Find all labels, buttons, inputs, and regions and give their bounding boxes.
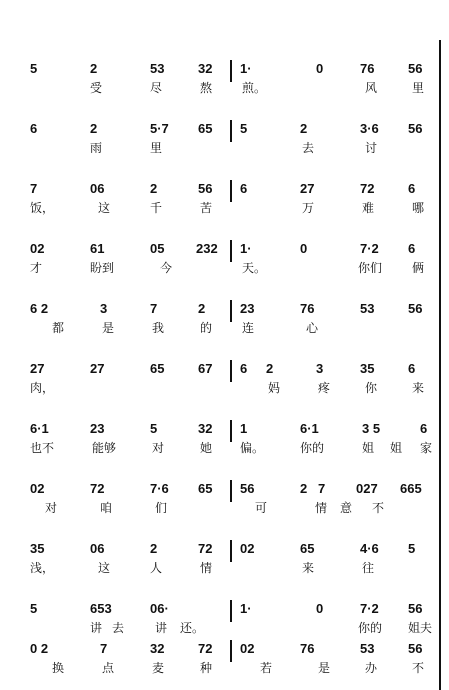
lyric: 妈 [268,381,281,395]
lyric: 盼到 [90,261,115,275]
note-group: 7 [100,641,108,656]
lyric: 才 [30,261,43,275]
note-group: 7 [30,181,38,196]
bar-line [230,60,232,82]
score-row [0,530,449,590]
lyric: 不 [372,501,385,515]
note-group: 5·7 [150,121,169,136]
note-group: 232 [196,241,218,256]
note-group: 72 [360,181,375,196]
note-group: 76 [300,641,315,656]
note-group: 6 [240,361,248,376]
note-group: 27 [90,361,105,376]
lyric: 若 [260,661,273,675]
lyric: 里 [150,141,163,155]
lyric: 你 [365,381,378,395]
lyric: 受 [90,81,103,95]
lyric: 对 [45,501,58,515]
lyric: 情 [200,561,213,575]
lyric: 的 [200,321,213,335]
lyric: 这 [98,561,111,575]
note-group: 02 [30,481,45,496]
lyric: 能够 [92,441,117,455]
lyric: 人 [150,561,163,575]
note-group: 76 [300,301,315,316]
lyric: 去 [302,141,315,155]
lyric: 尽 [150,81,163,95]
lyric: 心 [306,321,319,335]
lyric: 这 [98,201,111,215]
lyric: 来 [302,561,315,575]
note-group: 6 2 [30,301,49,316]
note-group: 32 [198,421,213,436]
score-row [0,470,449,530]
note-group: 027 [356,481,378,496]
note-group: 02 [240,641,255,656]
note-group: 3 [316,361,324,376]
lyric: 们 [155,501,168,515]
note-group: 6·1 [300,421,319,436]
note-group: 72 [198,541,213,556]
note-group: 2 [300,121,308,136]
note-group: 05 [150,241,165,256]
note-group: 4·6 [360,541,379,556]
bar-line [230,480,232,502]
note-group: 23 [90,421,105,436]
note-group: 1· [240,241,252,256]
note-group: 6 [240,181,248,196]
lyric: 换 [52,661,65,675]
lyric: 麦 [152,661,165,675]
note-group: 2 [198,301,206,316]
note-group: 02 [30,241,45,256]
bar-line [230,640,232,662]
note-group: 53 [150,61,165,76]
lyric: 肉， [30,381,55,395]
note-group: 0 [316,601,324,616]
note-group: 2 [300,481,308,496]
note-group: 35 [30,541,45,556]
note-group: 65 [198,481,213,496]
bar-line [230,120,232,142]
lyric: 哪 [412,201,425,215]
note-group: 6 [408,361,416,376]
lyric: 也不 [30,441,55,455]
lyric: 讨 [365,141,378,155]
lyric: 不 [412,661,425,675]
note-group: 2 [266,361,274,376]
note-group: 23 [240,301,255,316]
note-group: 6·1 [30,421,49,436]
note-group: 653 [90,601,112,616]
lyric: 难 [362,201,375,215]
lyric: 千 [150,201,163,215]
lyric: 咱 [100,501,113,515]
lyric: 种 [200,661,213,675]
lyric: 点 [102,661,115,675]
note-group: 6 [408,181,416,196]
lyric: 情 [315,501,328,515]
lyric: 我 [152,321,165,335]
lyric: 里 [412,81,425,95]
note-group: 3 [100,301,108,316]
note-group: 5 [30,61,38,76]
lyric: 去 [112,621,125,635]
score-row [0,350,449,410]
lyric: 雨 [90,141,103,155]
note-group: 0 [316,61,324,76]
note-group: 6 [30,121,38,136]
lyric: 苦 [200,201,213,215]
note-group: 7 [318,481,326,496]
lyric: 你的 [300,441,325,455]
note-group: 61 [90,241,105,256]
note-group: 2 [90,121,98,136]
note-group: 56 [408,61,423,76]
note-group: 56 [408,301,423,316]
bar-line [230,600,232,622]
note-group: 5 [150,421,158,436]
lyric: 煎。 [242,81,267,95]
note-group: 3·6 [360,121,379,136]
note-group: 6 [408,241,416,256]
lyric: 往 [362,561,375,575]
bar-line [230,540,232,562]
lyric: 可 [255,501,268,515]
note-group: 06· [150,601,169,616]
note-group: 1 [240,421,248,436]
note-group: 7·2 [360,241,379,256]
lyric: 意 [340,501,353,515]
score-row [0,290,449,350]
note-group: 0 2 [30,641,49,656]
lyric: 疼 [318,381,331,395]
score-row [0,230,449,290]
note-group: 6 [420,421,428,436]
note-group: 5 [30,601,38,616]
lyric: 姐 [362,441,375,455]
score-row [0,110,449,170]
note-group: 02 [240,541,255,556]
note-group: 06 [90,181,105,196]
lyric: 今 [160,261,173,275]
bar-line [230,360,232,382]
lyric: 讲 [155,621,168,635]
note-group: 665 [400,481,422,496]
note-group: 7·6 [150,481,169,496]
lyric: 连 [242,321,255,335]
note-group: 35 [360,361,375,376]
note-group: 72 [90,481,105,496]
note-group: 56 [240,481,255,496]
note-group: 7·2 [360,601,379,616]
lyric: 你的 [358,621,383,635]
lyric: 她 [200,441,213,455]
note-group: 32 [198,61,213,76]
note-group: 2 [90,61,98,76]
lyric: 讲 [90,621,103,635]
lyric: 是 [102,321,115,335]
note-group: 7 [150,301,158,316]
lyric: 姐 [390,441,403,455]
lyric: 风 [365,81,378,95]
note-group: 27 [30,361,45,376]
lyric: 来 [412,381,425,395]
note-group: 56 [408,601,423,616]
note-group: 1· [240,601,252,616]
note-group: 65 [300,541,315,556]
bar-line [230,420,232,442]
score-row [0,50,449,110]
note-group: 65 [198,121,213,136]
lyric: 姐夫 [408,621,433,635]
score-row [0,630,449,690]
note-group: 3 5 [362,421,381,436]
lyric: 熬 [200,81,213,95]
note-group: 0 [300,241,308,256]
score-row [0,170,449,230]
note-group: 27 [300,181,315,196]
lyric: 是 [318,661,331,675]
note-group: 2 [150,181,158,196]
note-group: 5 [240,121,248,136]
note-group: 53 [360,641,375,656]
note-group: 72 [198,641,213,656]
note-group: 06 [90,541,105,556]
note-group: 32 [150,641,165,656]
lyric: 万 [302,201,315,215]
note-group: 1· [240,61,252,76]
lyric: 办 [365,661,378,675]
lyric: 浅， [30,561,55,575]
lyric: 你们 [358,261,383,275]
lyric: 饭， [30,201,55,215]
lyric: 天。 [242,261,267,275]
note-group: 2 [150,541,158,556]
note-group: 56 [198,181,213,196]
lyric: 对 [152,441,165,455]
bar-line [230,300,232,322]
note-group: 53 [360,301,375,316]
lyric: 俩 [412,261,425,275]
note-group: 65 [150,361,165,376]
score-row [0,410,449,470]
note-group: 5 [408,541,416,556]
lyric: 偏。 [240,441,265,455]
note-group: 67 [198,361,213,376]
note-group: 56 [408,121,423,136]
note-group: 56 [408,641,423,656]
bar-line [230,240,232,262]
lyric: 家 [420,441,433,455]
lyric: 还。 [180,621,205,635]
lyric: 都 [52,321,65,335]
bar-line [230,180,232,202]
note-group: 76 [360,61,375,76]
